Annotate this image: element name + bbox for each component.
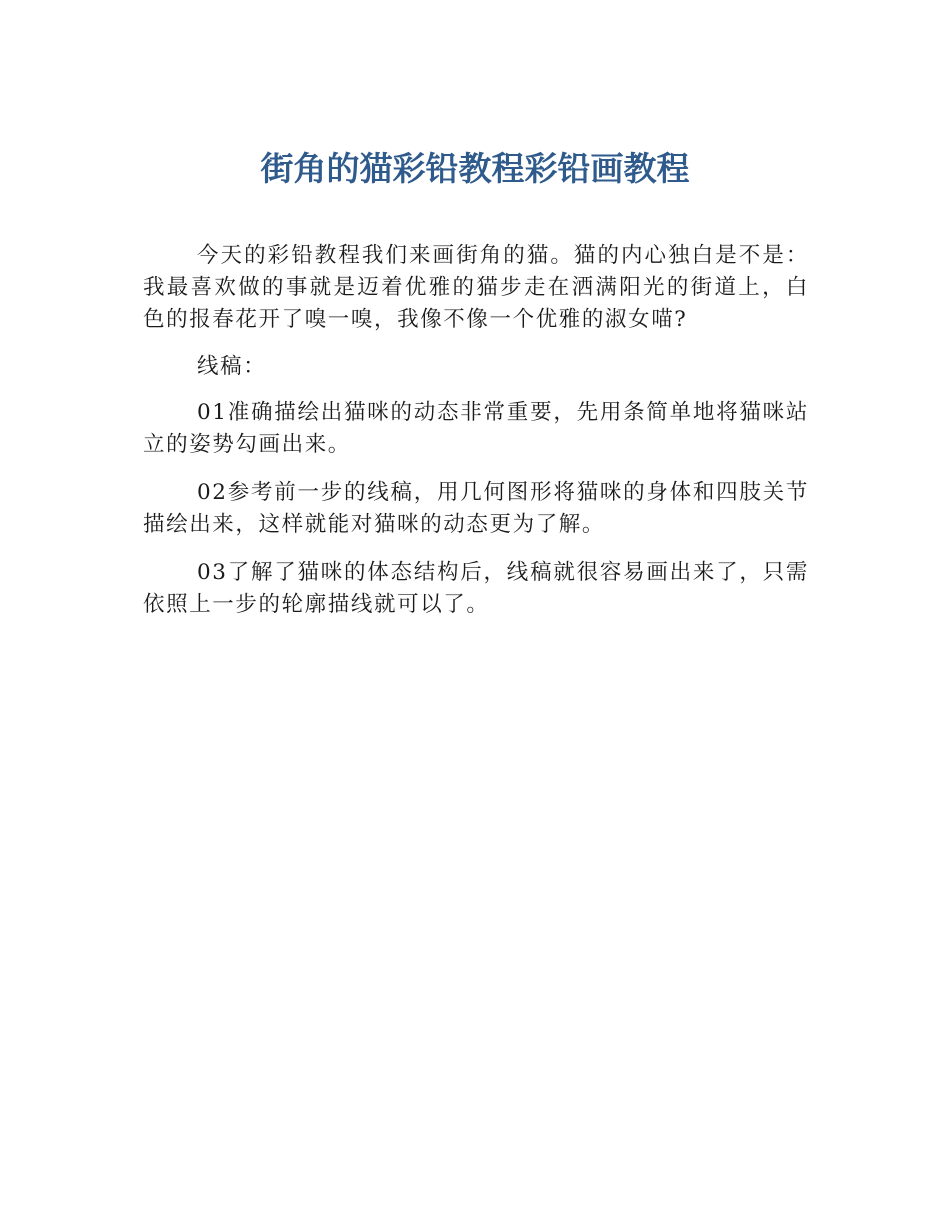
document-body xyxy=(143,240,809,637)
paragraph-intro: 今天的彩铅教程我们来画街角的猫。猫的内心独白是不是：我最喜欢做的事就是迈着优雅的猫步走在洒满阳光的街道上，白色的报春花开了嗅一嗅，我像不像一个优雅的淑女喵? xyxy=(143,243,809,332)
paragraph-step-03: 03了解了猫咪的体态结构后，线稿就很容易画出来了，只需依照上一步的轮廓描线就可以了。 xyxy=(143,560,809,617)
document-title: 街角的猫彩铅教程彩铅画教程 xyxy=(260,149,690,188)
paragraph-step-01: 01准确描绘出猫咪的动态非常重要，先用条简单地将猫咪站立的姿势勾画出来。 xyxy=(143,400,809,457)
paragraph-step-02: 02参考前一步的线稿，用几何图形将猫咪的身体和四肢关节描绘出来，这样就能对猫咪的动态更为了解。 xyxy=(143,480,809,537)
paragraph-line-draft-heading: 线稿： xyxy=(197,354,267,379)
